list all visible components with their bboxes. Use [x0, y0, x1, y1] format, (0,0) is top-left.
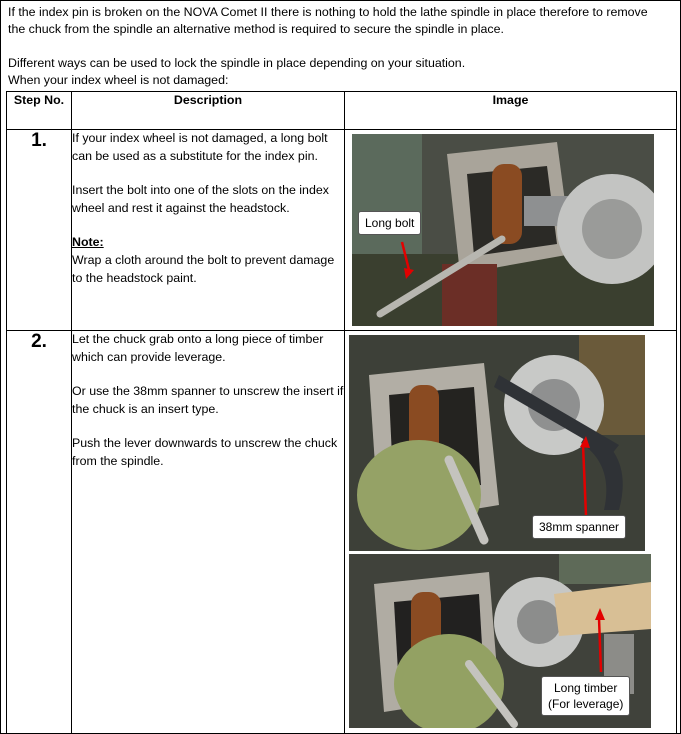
steps-table [6, 91, 677, 734]
description-paragraph: Push the lever downwards to unscrew the chuck from the spindle. [72, 436, 338, 468]
callout-long-timber [541, 676, 630, 716]
header-step-no: Step No. [7, 92, 72, 130]
callout-38mm-spanner: 38mm spanner [532, 515, 626, 539]
intro-text [8, 4, 668, 88]
step-image-cell [345, 331, 677, 734]
intro-paragraph-1: If the index pin is broken on the NOVA Comet II there is nothing to hold the lathe spindle in place therefore to remove the chuck from the spindle an alternative method is required to secure the spindle in place. [8, 5, 648, 36]
description-paragraph: Or use the 38mm spanner to unscrew the insert if the chuck is an insert type. [72, 384, 344, 416]
intro-paragraph-2: Different ways can be used to lock the spindle in place depending on your situation. [8, 56, 466, 70]
callout-line: (For leverage) [548, 697, 624, 711]
callout-long-bolt: Long bolt [358, 211, 421, 235]
note-text: Wrap a cloth around the bolt to prevent damage to the headstock paint. [72, 252, 335, 285]
table-header-row [7, 92, 677, 130]
note-label: Note: [72, 235, 104, 250]
header-description: Description [72, 92, 345, 130]
step-description [72, 331, 345, 734]
step-image-cell [345, 130, 677, 331]
description-paragraph: If your index wheel is not damaged, a long bolt can be used as a substitute for the index pin. [72, 131, 328, 163]
callout-line: Long timber [553, 681, 618, 695]
intro-paragraph-3: When your index wheel is not damaged: [8, 72, 229, 87]
step-description [72, 130, 345, 331]
step-number: 1. [7, 130, 72, 331]
step-number: 2. [7, 331, 72, 734]
table-row [7, 130, 677, 331]
table-row [7, 331, 677, 734]
description-paragraph: Let the chuck grab onto a long piece of timber which can provide leverage. [72, 332, 324, 364]
header-image: Image [345, 92, 677, 130]
description-paragraph: Insert the bolt into one of the slots on the index wheel and rest it against the headstock. [72, 183, 329, 215]
